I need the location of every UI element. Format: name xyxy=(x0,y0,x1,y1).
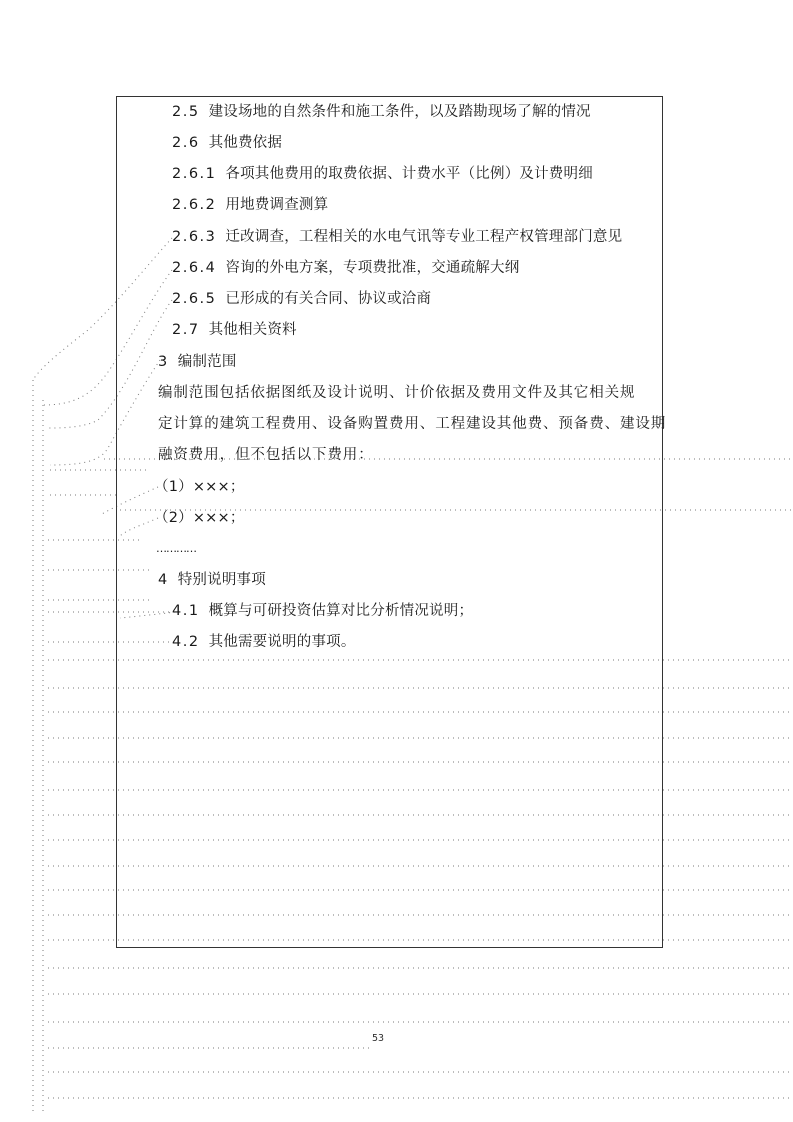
section-heading-3: 3 编制范围 xyxy=(158,354,237,370)
list-item: 2.6.5 已形成的有关合同、协议或洽商 xyxy=(172,291,432,307)
paragraph-line: 融资费用，但不包括以下费用： xyxy=(158,447,374,463)
list-item: 2.7 其他相关资料 xyxy=(172,322,297,338)
list-item: 2.6.1 各项其他费用的取费依据、计费水平（比例）及计费明细 xyxy=(172,166,593,182)
list-item: 4.1 概算与可研投资估算对比分析情况说明； xyxy=(172,603,474,619)
list-item: 4.2 其他需要说明的事项。 xyxy=(172,634,356,650)
paragraph-line: 编制范围包括依据图纸及设计说明、计价依据及费用文件及其它相关规 xyxy=(158,385,636,401)
paragraph-line: 定计算的建筑工程费用、设备购置费用、工程建设其他费、预备费、建设期 xyxy=(158,416,667,432)
list-item: 2.6.4 咨询的外电方案，专项费批准，交通疏解大纲 xyxy=(172,260,520,276)
list-item: 2.6.3 迁改调查，工程相关的水电气讯等专业工程产权管理部门意见 xyxy=(172,229,623,245)
list-item: 2.6 其他费依据 xyxy=(172,135,283,151)
list-item: 2.6.2 用地费调查测算 xyxy=(172,197,329,213)
ellipsis-item: ………… xyxy=(156,542,196,555)
excluded-item: （1）×××； xyxy=(154,479,245,495)
section-heading-4: 4 特别说明事项 xyxy=(158,572,266,588)
excluded-item: （2）×××； xyxy=(154,510,245,526)
list-item: 2.5 建设场地的自然条件和施工条件，以及踏勘现场了解的情况 xyxy=(172,104,591,120)
page-number: 53 xyxy=(372,1033,385,1044)
